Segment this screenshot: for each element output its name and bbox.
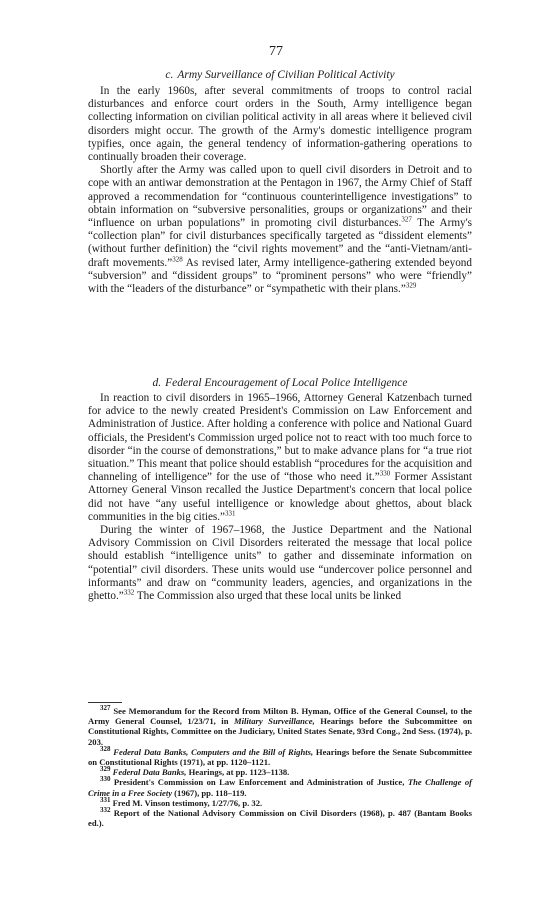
footnote-ref-330: 330	[379, 469, 391, 478]
section-d-paragraph-2: During the winter of 1967–1968, the Justice Department and the National Advisory Commission on Civil Disorders reiterated the message that local police should establish “intelligence units” to gather and disseminate information on “potential” civil disorders. These units would use “undercover police personnel and informants” and draw on “community leaders, agencies, and organizations in the ghetto.”$^{332}$ The Commission also urged that these local units be linked	[88, 524, 472, 603]
footnote-ref-327: 327	[401, 215, 412, 224]
section-d-paragraph-1: In reaction to civil disorders in 1965–1966, Attorney General Katzenbach turned for advice to the newly created President's Commission on Law Enforcement and Administration of Justice. After holding a conference with police and National Guard officials, the President's Commission urged police not to react with too much force to disorder “in the course of demonstrations,” but to make advance plans for “a true riot situation.” This meant that police should establish “procedures for the acquisition and channeling of intelligence” for the use of “those who need it.”$^{330}$ Former Assistant Attorney General Vinson recalled the Justice Department's concern that local police did not have “any useful intelligence or knowledge about ghettos, about black communities in the big cities.”$^{331}$	[88, 392, 472, 523]
footnote-330: $^{330}$ President's Commission on Law Enforcement and Administration of Justice, The Challenge of Crime in a Free Society (1967), pp. 118–119.	[88, 775, 473, 798]
section-c-letter: c.	[165, 69, 174, 81]
section-d-body	[88, 392, 472, 603]
section-c-paragraph-2: Shortly after the Army was called upon to quell civil disorders in Detroit and to cope with an antiwar demonstration at the Pentagon in 1967, the Army Chief of Staff approved a recommendation for “continuous counterintelligence investigations” to obtain information on “subversive personalities, groups or organizations” and their “influence on urban populations” in promoting civil disturbances.$^{327}$ The Army's “collection plan” for civil disturbances specifically targeted as “dissident elements” (without further definition) the “civil rights movement” and the “anti-Vietnam/anti-draft movements.”$^{328}$ As revised later, Army intelligence-gathering extended beyond “subversion” and “dissident groups” to “prominent persons” who were “friendly” with the “leaders of the disturbance” or “sympathetic with their plans.”$^{329}$	[88, 164, 472, 296]
section-d-title: Federal Encouragement of Local Police Intelligence	[165, 377, 408, 389]
footnote-ref-331: 331	[225, 509, 236, 518]
footnote-327: $^{327}$ See Memorandum for the Record from Milton B. Hyman, Office of the General Counsel, to the Army General Counsel, 1/23/71, in Military Surveillance, Hearings before the Subcommittee on Constitutional Rights, Committee on the Judiciary, United States Senate, 93rd Cong., 2nd Sess. (1974), p. 203.	[88, 704, 472, 747]
section-c-heading	[88, 68, 472, 82]
section-d-heading	[88, 376, 472, 390]
section-c-title: Army Surveillance of Civilian Political Activity	[177, 69, 395, 81]
footnote-ref-332: 332	[123, 588, 135, 597]
section-d-letter: d.	[152, 377, 162, 389]
footnote-ref-329: 329	[405, 281, 417, 290]
section-c-body	[88, 85, 472, 296]
section-c-paragraph-1: In the early 1960s, after several commitments of troops to control racial disturbances and enforce court orders in the South, Army intelligence began collecting information on civilian political activity in all areas where it believed civil disorders might occur. The growth of the Army's domestic intelligence program typifies, once again, the general tendency of information-gathering operations to continually broaden their coverage.	[88, 85, 472, 164]
footnote-332: $^{332}$ Report of the National Advisory Commission on Civil Disorders (1968), p. 487 (Bantam Books ed.).	[88, 806, 472, 829]
footnotes	[88, 702, 472, 828]
footnote-329: $^{329}$ Federal Data Banks, Hearings, at pp. 1123–1138.	[100, 765, 290, 778]
footnote-328: $^{328}$ Federal Data Banks, Computers and the Bill of Rights, Hearings before the Senate Subcommittee on Constitutional Rights (1971), at pp. 1120–1121.	[88, 744, 472, 768]
footnote-331: $^{331}$ Fred M. Vinson testimony, 1/27/76, p. 32.	[100, 795, 263, 808]
footnote-ref-328: 328	[172, 254, 183, 263]
page-number: 77	[269, 44, 283, 59]
